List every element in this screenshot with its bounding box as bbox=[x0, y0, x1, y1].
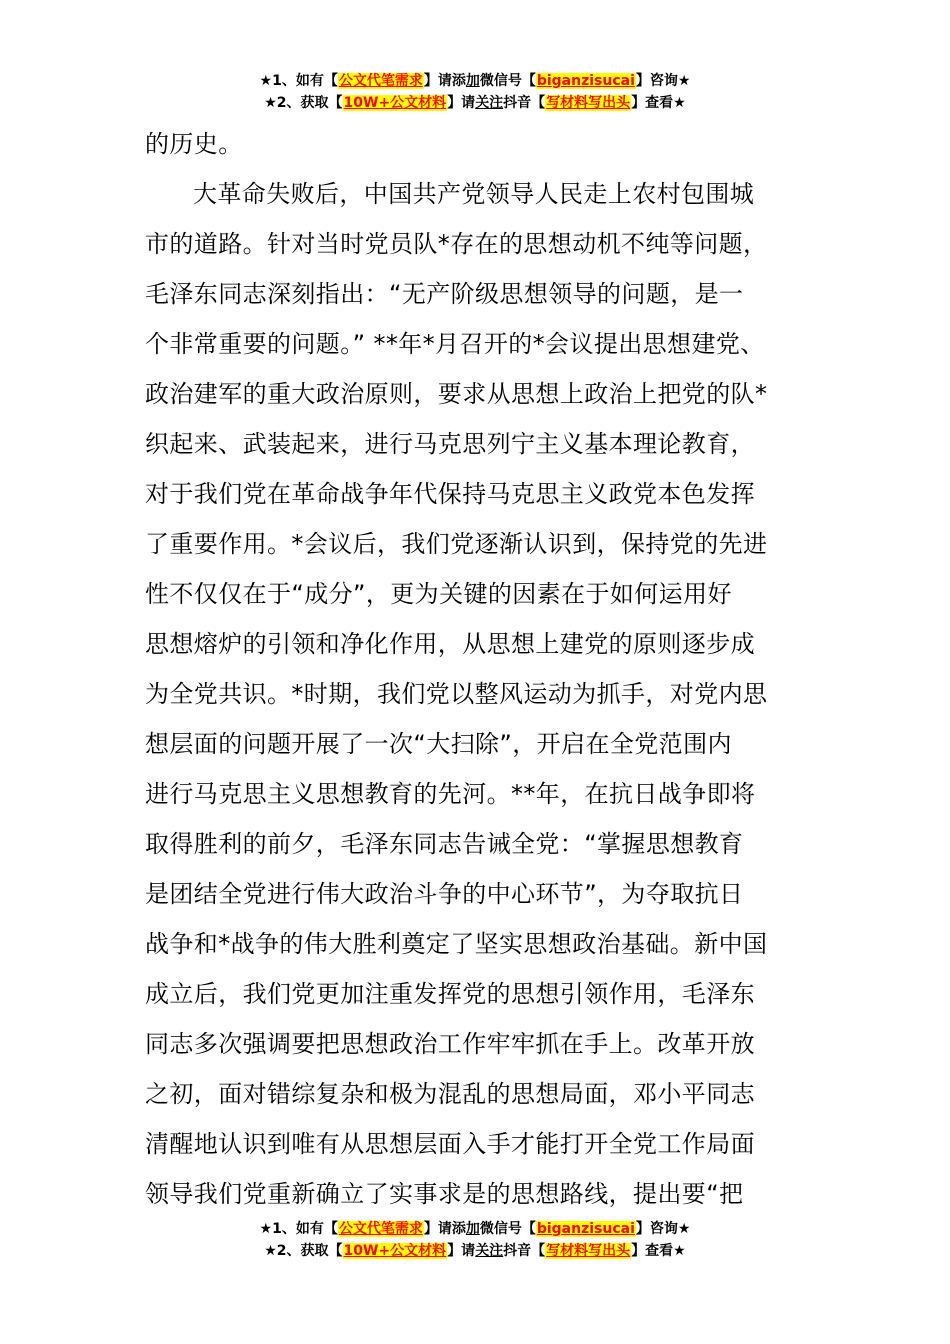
footer-banner bbox=[0, 1218, 950, 1262]
banner-text: ★1、如有【 bbox=[259, 73, 338, 89]
highlight-wechat-id: biganzisucai bbox=[536, 73, 635, 89]
body-line: 大革命失败后，中国共产党领导人民走上农村包围城 bbox=[193, 180, 755, 208]
banner-text: 】查看★ bbox=[631, 1243, 686, 1259]
banner-text-underlined: 关注 bbox=[475, 1243, 504, 1259]
banner-line-1 bbox=[0, 70, 950, 92]
banner-text-underlined: 加 bbox=[465, 73, 480, 89]
header-banner bbox=[0, 70, 950, 114]
banner-text: 】请添 bbox=[423, 1221, 466, 1237]
highlight-douyin-account: 写材料写出头 bbox=[546, 1243, 631, 1259]
banner-text: ★2、获取【 bbox=[264, 1243, 343, 1259]
highlight-service: 公文代笔需求 bbox=[338, 73, 423, 89]
body-line: 是团结全党进行伟大政治斗争的中心环节”，为夺取抗日 bbox=[145, 880, 744, 908]
banner-text-underlined: 加 bbox=[465, 1221, 480, 1237]
body-line: 战争和*战争的伟大胜利奠定了坚实思想政治基础。新中国 bbox=[145, 930, 768, 958]
banner-text: 抖音【 bbox=[503, 1243, 546, 1259]
body-line: 毛泽东同志深刻指出：“无产阶级思想领导的问题，是一 bbox=[145, 280, 744, 308]
highlight-materials: 10W+公文材料 bbox=[343, 1243, 447, 1259]
banner-text: 】咨询★ bbox=[635, 73, 691, 89]
banner-text: 微信号【 bbox=[479, 1221, 536, 1237]
body-line: 织起来、武装起来，进行马克思列宁主义基本理论教育， bbox=[145, 430, 755, 458]
banner-text: 抖音【 bbox=[503, 95, 546, 111]
body-line: 市的道路。针对当时党员队*存在的思想动机不纯等问题， bbox=[145, 230, 768, 258]
banner-text: ★2、获取【 bbox=[264, 95, 343, 111]
banner-text: 】查看★ bbox=[631, 95, 686, 111]
highlight-douyin-account: 写材料写出头 bbox=[546, 95, 631, 111]
document-body bbox=[145, 119, 813, 1219]
body-line: 进行马克思主义思想教育的先河。**年，在抗日战争即将 bbox=[145, 780, 756, 808]
banner-text: ★1、如有【 bbox=[259, 1221, 338, 1237]
body-line: 之初，面对错综复杂和极为混乱的思想局面，邓小平同志 bbox=[145, 1080, 755, 1108]
body-line: 个非常重要的问题。” **年*月召开的*会议提出思想建党、 bbox=[145, 330, 765, 358]
body-line: 性不仅仅在于“成分”，更为关键的因素在于如何运用好 bbox=[145, 580, 732, 608]
body-line: 同志多次强调要把思想政治工作牢牢抓在手上。改革开放 bbox=[145, 1030, 755, 1058]
banner-text: 】咨询★ bbox=[635, 1221, 691, 1237]
body-line: 成立后，我们党更加注重发挥党的思想引领作用，毛泽东 bbox=[145, 980, 755, 1008]
body-line: 对于我们党在革命战争年代保持马克思主义政党本色发挥 bbox=[145, 480, 755, 508]
banner-line-1 bbox=[0, 1218, 950, 1240]
highlight-materials: 10W+公文材料 bbox=[343, 95, 447, 111]
body-line: 取得胜利的前夕，毛泽东同志告诫全党：“掌握思想教育 bbox=[145, 830, 744, 858]
banner-text: 微信号【 bbox=[479, 73, 536, 89]
highlight-wechat-id: biganzisucai bbox=[536, 1221, 635, 1237]
body-line: 为全党共识。*时期，我们党以整风运动为抓手，对党内思 bbox=[145, 680, 768, 708]
body-line: 思想熔炉的引领和净化作用，从思想上建党的原则逐步成 bbox=[145, 630, 755, 658]
body-line: 想层面的问题开展了一次“大扫除”，开启在全党范围内 bbox=[145, 730, 732, 758]
banner-text: 】请添 bbox=[423, 73, 466, 89]
body-line: 的历史。 bbox=[145, 130, 243, 158]
banner-text-underlined: 关注 bbox=[475, 95, 504, 111]
banner-line-2 bbox=[0, 1240, 950, 1262]
banner-line-2 bbox=[0, 92, 950, 114]
body-line: 了重要作用。*会议后，我们党逐渐认识到，保持党的先进 bbox=[145, 530, 768, 558]
highlight-service: 公文代笔需求 bbox=[338, 1221, 423, 1237]
body-line: 领导我们党重新确立了实事求是的思想路线，提出要“把 bbox=[145, 1180, 744, 1208]
body-line: 清醒地认识到唯有从思想层面入手才能打开全党工作局面 bbox=[145, 1130, 755, 1158]
banner-text: 】请 bbox=[447, 95, 476, 111]
body-line: 政治建军的重大政治原则，要求从思想上政治上把党的队* bbox=[145, 380, 768, 408]
banner-text: 】请 bbox=[447, 1243, 476, 1259]
